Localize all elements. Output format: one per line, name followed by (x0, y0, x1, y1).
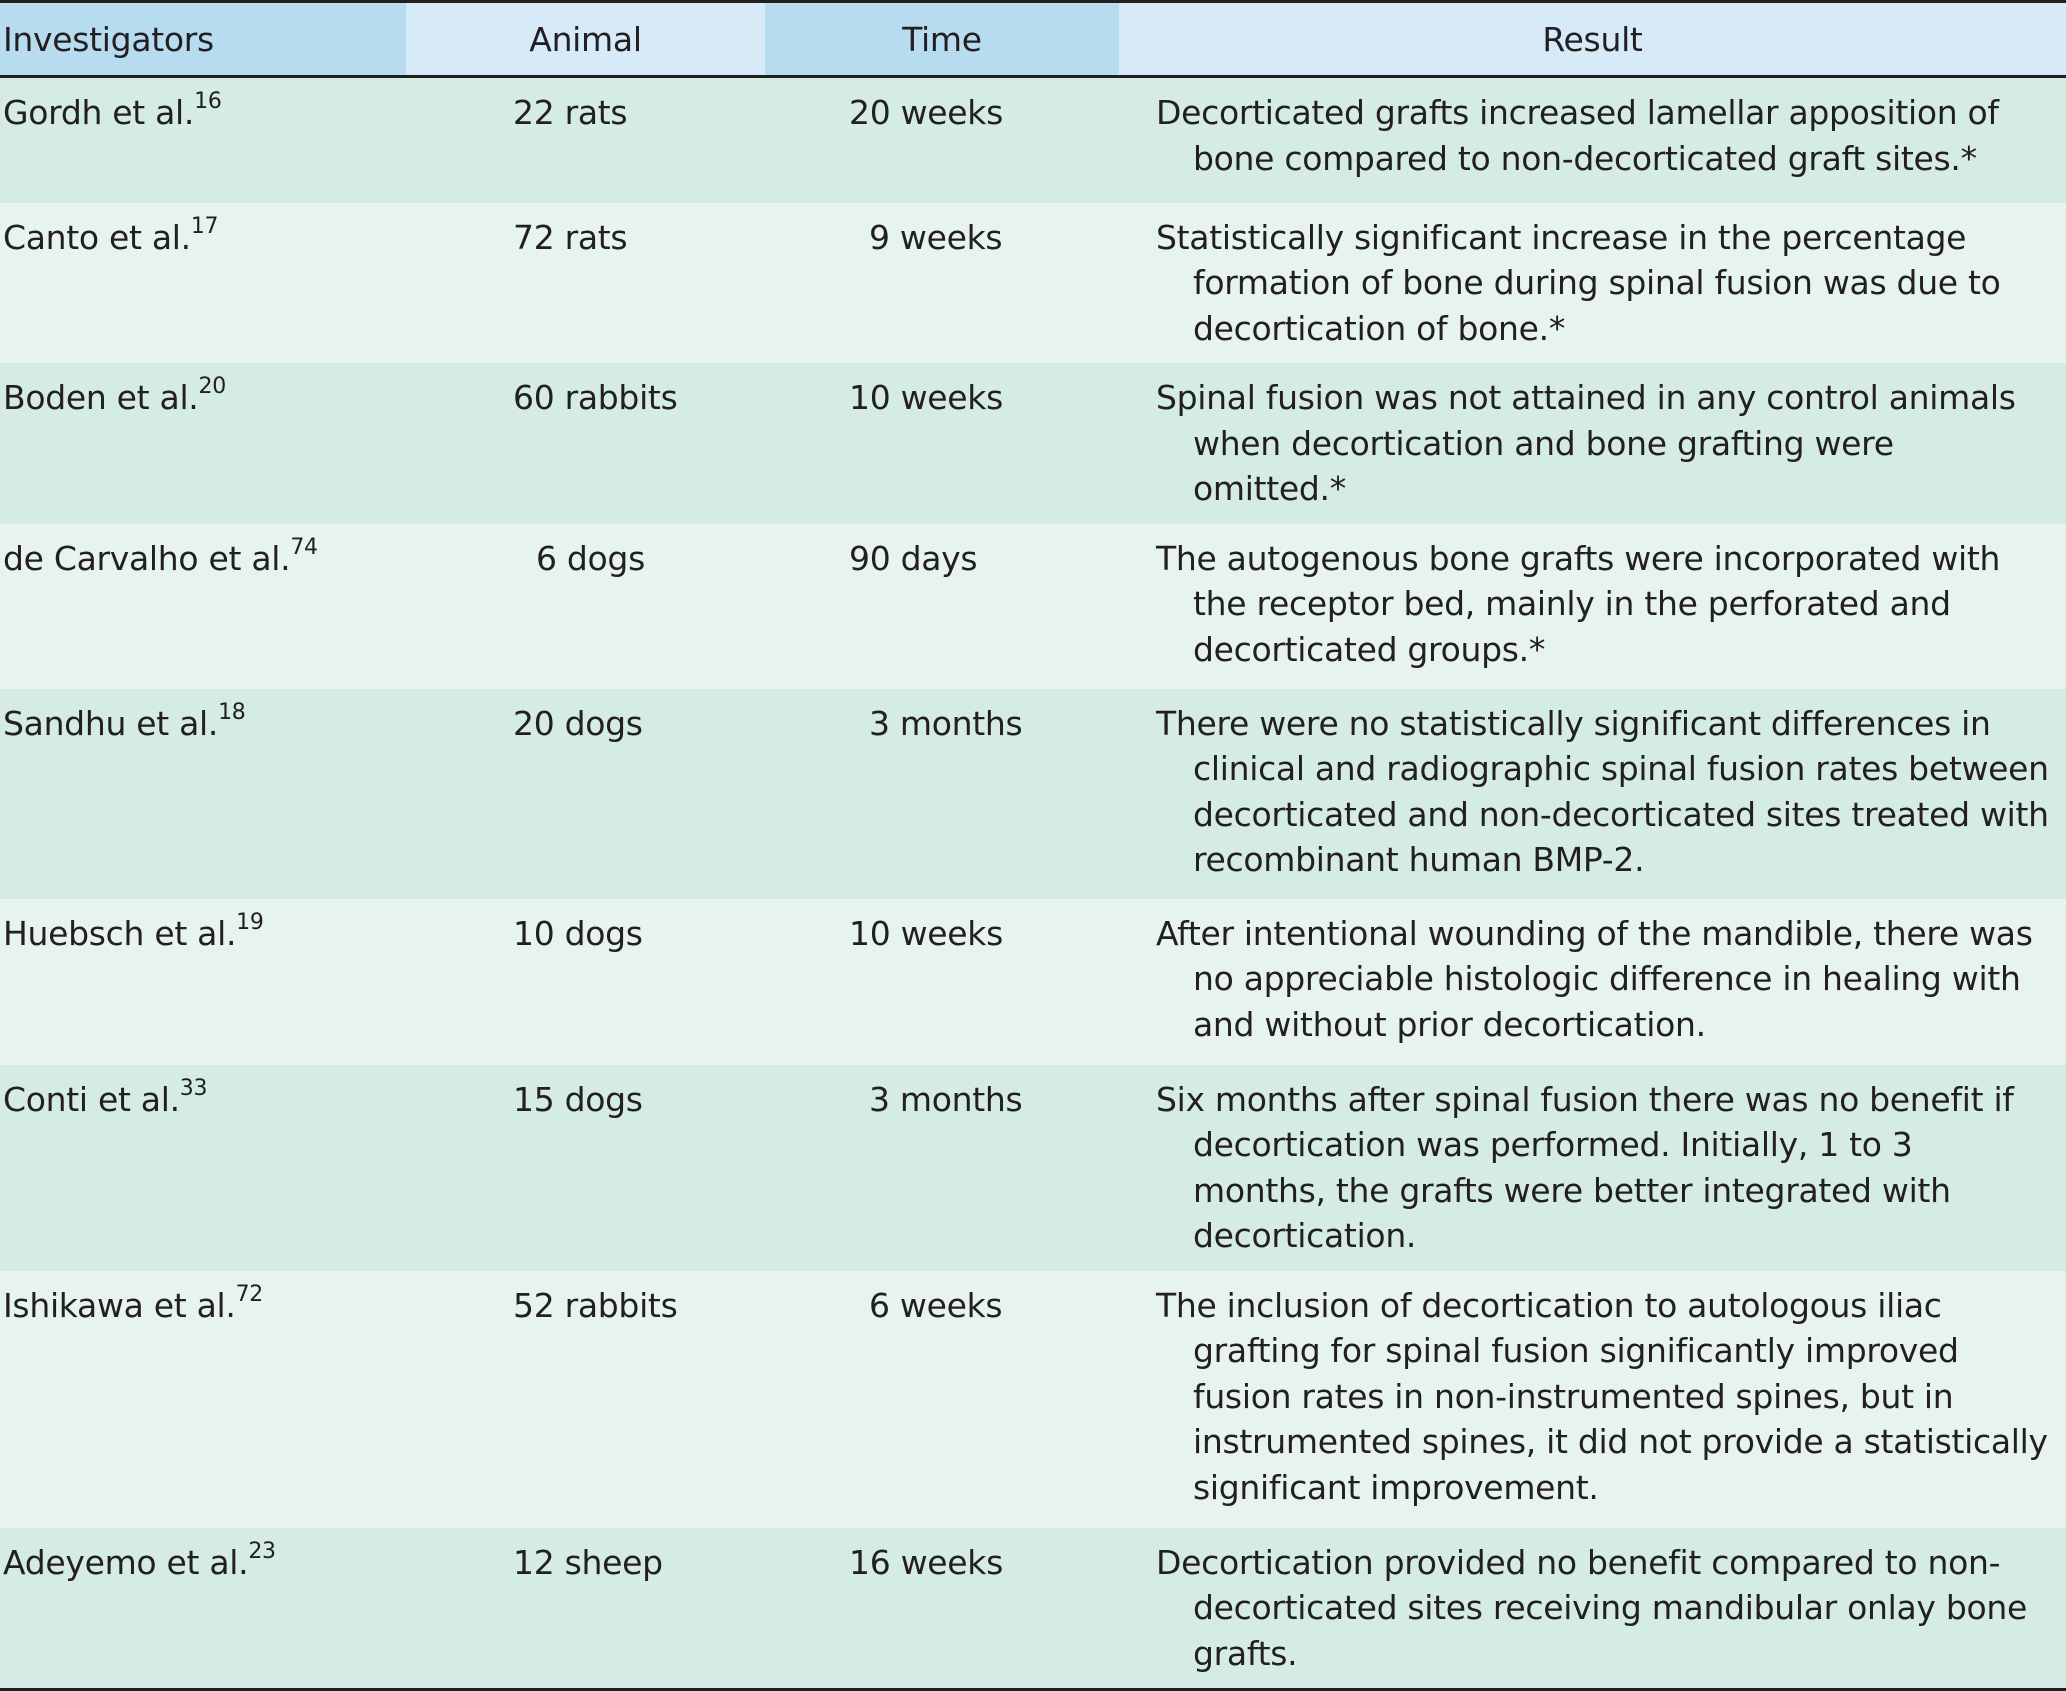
table-header (0, 2, 2066, 77)
investigator-cell (0, 524, 406, 689)
animal-cell: 6 dogs (406, 524, 765, 689)
reference-number: 19 (236, 909, 264, 935)
table-row (0, 363, 2066, 524)
table-row (0, 689, 2066, 899)
investigator-cell (0, 1271, 406, 1528)
table-body (0, 77, 2066, 1690)
result-cell: The inclusion of decortication to autologous iliac grafting for spinal fusion significantly improved fusion rates in non-instrumented spines, but in instrumented spines, it did not provide a statistically significant improvement. (1119, 1271, 2066, 1528)
result-cell: The autogenous bone grafts were incorporated with the receptor bed, mainly in the perforated and decorticated groups.* (1119, 524, 2066, 689)
time-cell: 20 weeks (765, 77, 1119, 203)
investigator-name: de Carvalho et al. (3, 538, 291, 578)
investigator-cell (0, 77, 406, 203)
time-cell: 10 weeks (765, 363, 1119, 524)
header-investigators: Investigators (0, 2, 406, 77)
table-row (0, 1271, 2066, 1528)
result-cell: Decorticated grafts increased lamellar apposition of bone compared to non-decorticated graft sites.* (1119, 77, 2066, 203)
investigator-cell (0, 899, 406, 1065)
reference-number: 20 (198, 374, 226, 399)
investigator-name: Huebsch et al. (3, 913, 237, 953)
time-cell: 10 weeks (765, 899, 1119, 1065)
table-row (0, 203, 2066, 364)
result-cell: After intentional wounding of the mandible, there was no appreciable histologic difference in healing with and without prior decortication. (1119, 899, 2066, 1065)
animal-cell: 10 dogs (406, 899, 765, 1065)
reference-number: 17 (190, 213, 219, 239)
investigator-name: Boden et al. (3, 378, 199, 417)
animal-cell: 12 sheep (406, 1528, 765, 1690)
table-row (0, 77, 2066, 203)
animal-cell: 60 rabbits (406, 363, 765, 524)
investigator-name: Sandhu et al. (3, 703, 219, 743)
table-row (0, 1528, 2066, 1690)
reference-number: 23 (248, 1538, 276, 1564)
header-animal: Animal (406, 2, 765, 77)
investigator-cell (0, 363, 406, 524)
result-cell: Six months after spinal fusion there was no benefit if decortication was performed. Initially, 1 to 3 months, the grafts were better integrated with decortication. (1119, 1065, 2066, 1271)
investigator-name: Gordh et al. (3, 93, 195, 132)
animal-cell: 20 dogs (406, 689, 765, 899)
reference-number: 33 (179, 1075, 208, 1101)
investigator-cell (0, 1528, 406, 1690)
time-cell: 9 weeks (765, 203, 1119, 364)
time-cell: 16 weeks (765, 1528, 1119, 1690)
reference-number: 16 (194, 89, 222, 114)
investigator-cell (0, 203, 406, 364)
animal-cell: 22 rats (406, 77, 765, 203)
header-result: Result (1119, 2, 2066, 77)
reference-number: 74 (290, 534, 318, 560)
reference-number: 18 (218, 699, 246, 725)
table-row (0, 524, 2066, 689)
animal-cell: 52 rabbits (406, 1271, 765, 1528)
animal-cell: 72 rats (406, 203, 765, 364)
time-cell: 3 months (765, 689, 1119, 899)
header-row (0, 2, 2066, 77)
table-row (0, 899, 2066, 1065)
table-row (0, 1065, 2066, 1271)
result-cell: Decortication provided no benefit compared to non-decorticated sites receiving mandibular onlay bone grafts. (1119, 1528, 2066, 1690)
result-cell: There were no statistically significant differences in clinical and radiographic spinal fusion rates between decorticated and non-decorticated sites treated with recombinant human BMP-2. (1119, 689, 2066, 899)
reference-number: 72 (235, 1281, 263, 1307)
result-cell: Spinal fusion was not attained in any control animals when decortication and bone grafting were omitted.* (1119, 363, 2066, 524)
time-cell: 6 weeks (765, 1271, 1119, 1528)
result-cell: Statistically significant increase in the percentage formation of bone during spinal fusion was due to decortication of bone.* (1119, 203, 2066, 364)
investigator-cell (0, 689, 406, 899)
time-cell: 3 months (765, 1065, 1119, 1271)
animal-cell: 15 dogs (406, 1065, 765, 1271)
time-cell: 90 days (765, 524, 1119, 689)
investigator-name: Ishikawa et al. (3, 1285, 236, 1325)
investigator-cell (0, 1065, 406, 1271)
header-time: Time (765, 2, 1119, 77)
investigator-name: Adeyemo et al. (3, 1542, 249, 1582)
investigator-name: Canto et al. (3, 217, 191, 257)
investigator-name: Conti et al. (3, 1079, 180, 1119)
